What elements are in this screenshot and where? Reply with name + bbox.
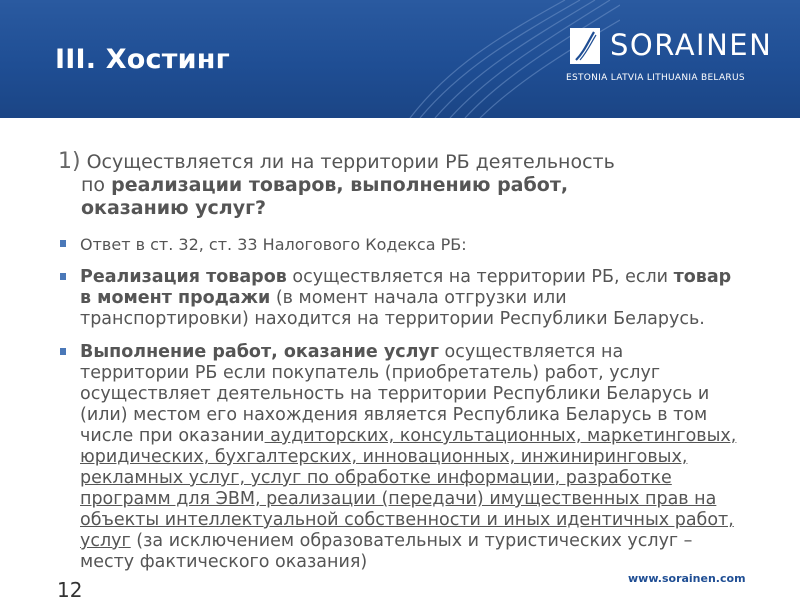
bullet-icon	[60, 348, 66, 355]
logo-wordmark: SORAINEN	[610, 28, 773, 62]
bullet-text: осуществляется на территории РБ если покупатель (приобретатель) работ, услуг осуществляет деятельность на территории Республики Беларусь и (или) местом его нахождения является Республика Беларусь в том числе при оказании	[80, 342, 710, 446]
bullet-icon	[60, 240, 66, 247]
list-item	[58, 234, 738, 255]
slide-title: III. Хостинг	[55, 44, 230, 75]
bullet-underlined: аудиторских, консультационных, маркетинговых, юридических, бухгалтерских, инновационных, инжиниринговых, рекламных услуг, услуг по обработке информации, разработке программ для ЭВМ, реализации (передачи) имущественных прав на объекты интеллектуальной собственности и иных идентичных работ, услуг	[80, 426, 737, 551]
bullet-text: (в момент начала отгрузки или транспортировки) находится на территории Республики Беларусь.	[80, 288, 705, 329]
question-bold-2: оказанию услуг?	[81, 197, 267, 219]
page-number: 12	[57, 578, 83, 602]
logo-countries: ESTONIA LATVIA LITHUANIA BELARUS	[566, 73, 745, 83]
answer-reference: Ответ в ст. 32, ст. 33 Налогового Кодекса РБ:	[80, 235, 467, 254]
question-line-2	[58, 174, 738, 197]
footer-url[interactable]: www.sorainen.com	[628, 572, 746, 585]
bullet-bold: Выполнение работ, оказание услуг	[80, 342, 439, 362]
bullet-bold: товар в момент продажи	[80, 267, 732, 308]
list-item	[58, 342, 738, 573]
slide-content	[58, 150, 738, 585]
question-text: Осуществляется ли на территории РБ деятельность	[86, 151, 615, 173]
sorainen-logo-icon	[570, 28, 600, 64]
question-prefix: по	[81, 174, 112, 196]
bullet-icon	[60, 273, 66, 280]
list-item	[58, 267, 738, 330]
slide-header	[0, 0, 800, 118]
question-line-3	[58, 197, 738, 220]
bullet-text: осуществляется на территории РБ, если	[286, 267, 674, 287]
question-number: 1)	[58, 149, 81, 174]
bullet-bold: Реализация товаров	[80, 267, 287, 287]
question-bold: реализации товаров, выполнению работ,	[111, 174, 569, 196]
question	[58, 150, 738, 220]
bullet-text: (за исключением образовательных и туристических услуг – месту фактического оказания)	[80, 531, 693, 572]
